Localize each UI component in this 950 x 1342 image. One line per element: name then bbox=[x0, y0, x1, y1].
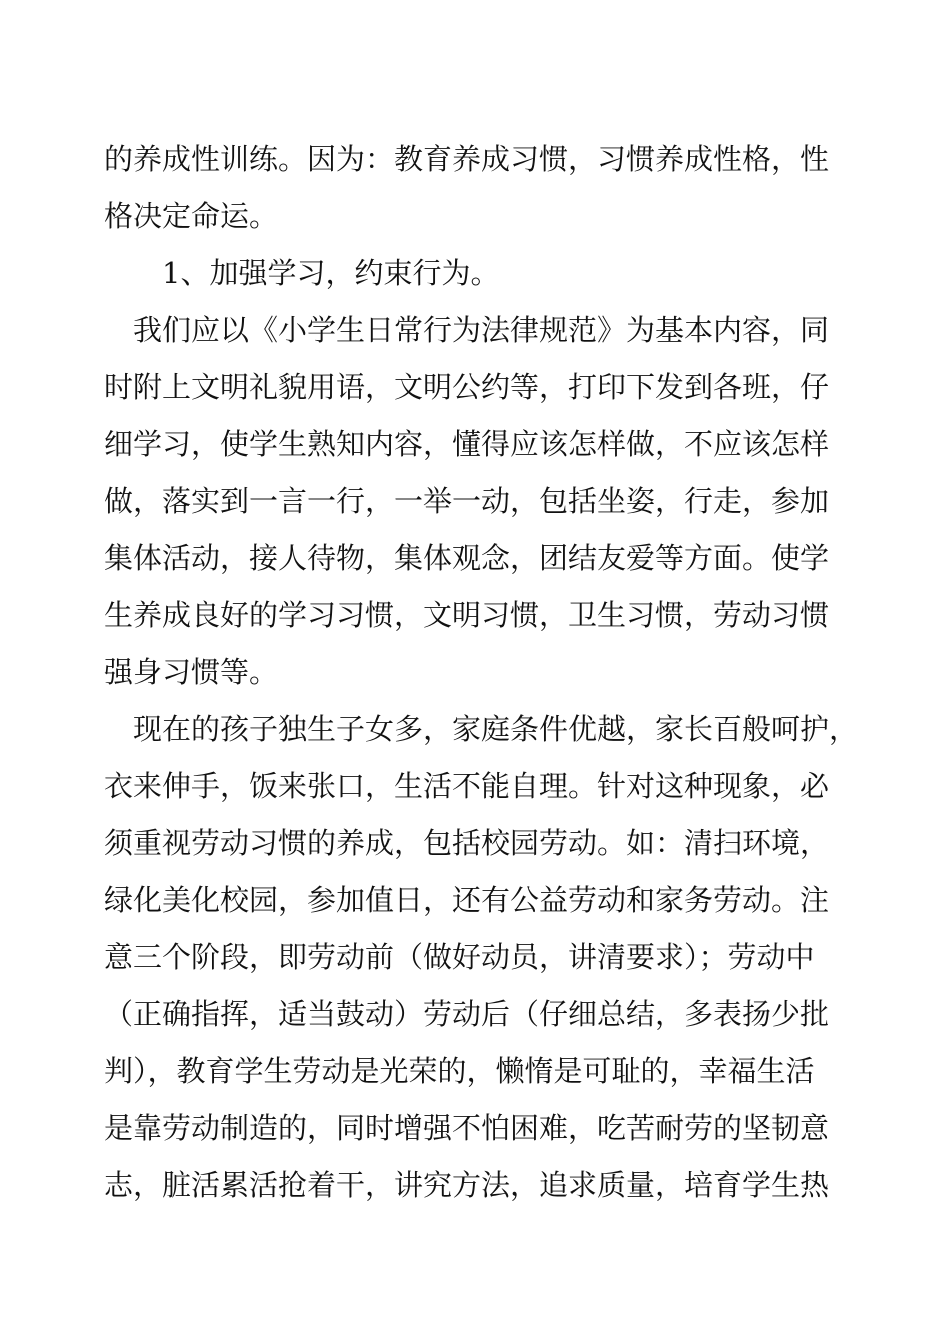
text-line: 衣来伸手，饭来张口，生活不能自理。针对这种现象，必 bbox=[104, 769, 830, 803]
text-line: 意三个阶段，即劳动前（做好动员，讲清要求）；劳动中 bbox=[104, 940, 815, 974]
text-line: 判），教育学生劳动是光荣的，懒惰是可耻的，幸福生活 bbox=[104, 1054, 815, 1088]
text-line: 绿化美化校园，参加值日，还有公益劳动和家务劳动。注 bbox=[104, 883, 830, 917]
text-line: 时附上文明礼貌用语，文明公约等，打印下发到各班，仔 bbox=[104, 370, 830, 404]
text-line: 志，脏活累活抢着干，讲究方法，追求质量，培育学生热 bbox=[104, 1168, 830, 1202]
text-line: 集体活动，接人待物，集体观念，团结友爱等方面。使学 bbox=[104, 541, 830, 575]
text-line: 格决定命运。 bbox=[104, 199, 279, 233]
text-line: 生养成良好的学习习惯，文明习惯，卫生习惯，劳动习惯 bbox=[104, 598, 830, 632]
text-line: 须重视劳动习惯的养成，包括校园劳动。如：清扫环境， bbox=[104, 826, 830, 860]
text-line: （正确指挥，适当鼓动）劳动后（仔细总结，多表扬少批 bbox=[104, 997, 830, 1031]
text-line: 是靠劳动制造的，同时增强不怕困难，吃苦耐劳的坚韧意 bbox=[104, 1111, 830, 1145]
text-line: 现在的孩子独生子女多，家庭条件优越，家长百般呵护， bbox=[133, 712, 859, 746]
text-line: 做，落实到一言一行，一举一动，包括坐姿，行走，参加 bbox=[104, 484, 830, 518]
text-line: 我们应以《小学生日常行为法律规范》为基本内容，同 bbox=[133, 313, 830, 347]
text-line: 强身习惯等。 bbox=[104, 655, 279, 689]
text-line: 的养成性训练。因为：教育养成习惯，习惯养成性格，性 bbox=[104, 142, 830, 176]
section-heading: 1、加强学习，约束行为。 bbox=[162, 256, 500, 290]
text-line: 细学习，使学生熟知内容，懂得应该怎样做，不应该怎样 bbox=[104, 427, 830, 461]
